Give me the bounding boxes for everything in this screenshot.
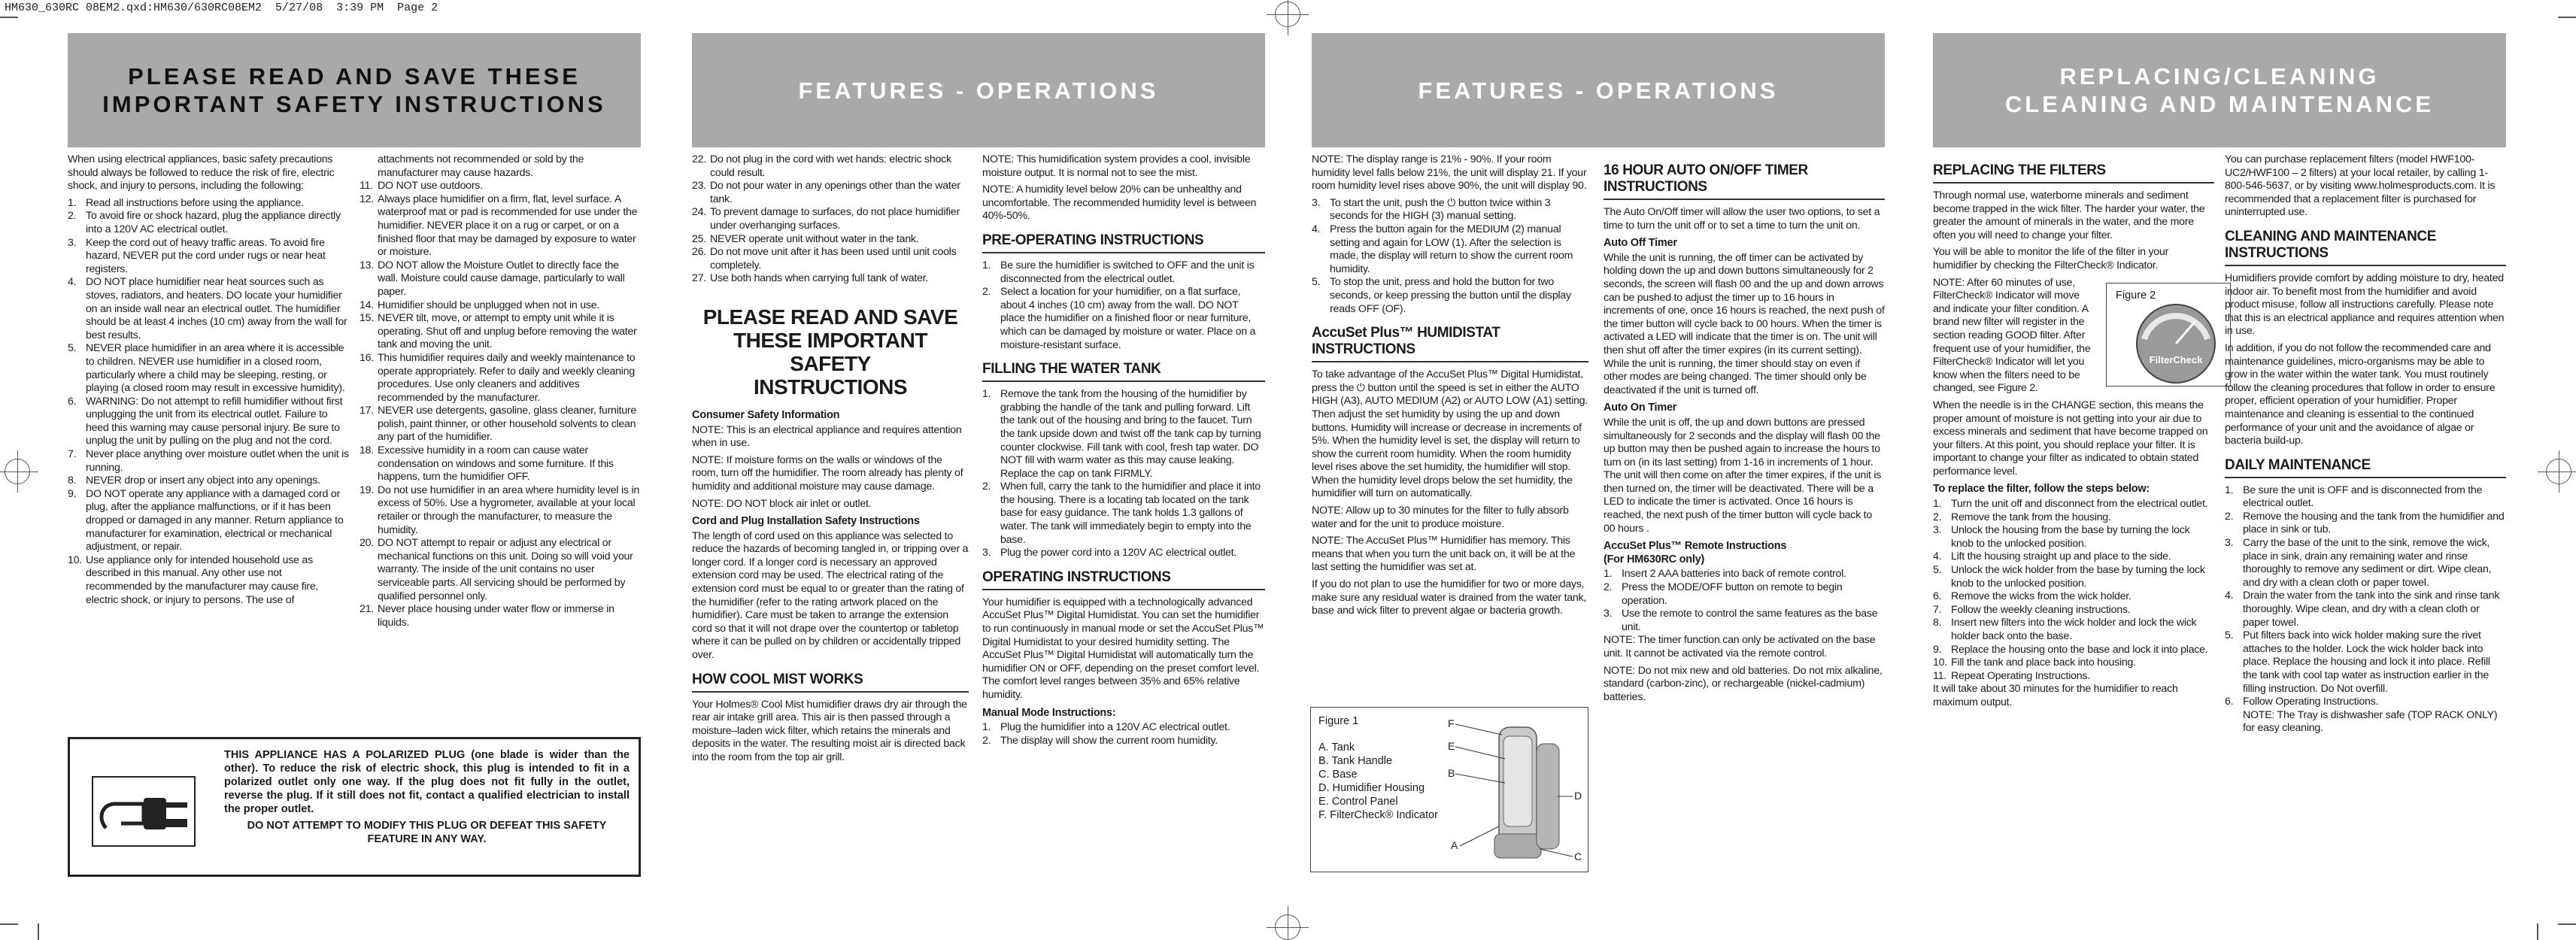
- list-item: 5. To stop the unit, press and hold the button for two seconds, or keep pressing the button until the display reads OFF (OF).: [1312, 276, 1571, 315]
- list-item: 2. Press the MODE/OFF button on remote to begin operation.: [1604, 581, 1843, 607]
- cleaning-title: CLEANING AND MAINTENANCE INSTRUCTIONS: [2225, 229, 2506, 266]
- filling-list: [982, 388, 1265, 560]
- purchase-text: You can purchase replacement filters (model HWF100-UC2/HWF100 – 2 filters) at your local retailer, by calling 1-800-546-5637, or by visiting www.holmesproducts.com. It is recommended that a replacement filter is purchased for uninterrupted use.: [2225, 153, 2496, 219]
- crop-mark: [38, 923, 39, 940]
- filtercheck-dial-illustration: [2122, 291, 2227, 385]
- list-item: 9. Replace the housing onto the base and lock it into place.: [1933, 643, 2208, 656]
- accuset-title: AccuSet Plus™ HUMIDISTAT INSTRUCTIONS: [1312, 325, 1588, 362]
- list-item: 26. Do not move unit after it has been used until unit cools completely.: [692, 246, 957, 271]
- crop-mark: [2558, 17, 2576, 18]
- filling-title: FILLING THE WATER TANK: [982, 361, 1265, 382]
- callout-letter: E: [1448, 740, 1455, 752]
- list-item: 10. Fill the tank and place back into housing.: [1933, 656, 2136, 669]
- banner-line: PLEASE READ AND SAVE THESE: [128, 63, 581, 89]
- cool-mist-title: HOW COOL MIST WORKS: [692, 672, 969, 693]
- list-item: 11. Repeat Operating Instructions.: [1933, 669, 2090, 682]
- registration-mark: [1275, 914, 1300, 940]
- list-item: 8. NEVER drop or insert any object into any openings.: [68, 475, 320, 487]
- banner-title: FEATURES - OPERATIONS: [1418, 77, 1779, 104]
- auto-off-text: While the unit is running, the off timer can be activated by holding down the up and down buttons simultaneously for 2 seconds, the screen will flash 00 and the up and down arrows can be pushed to adjust the timer up to 16 hours in increments of one, once 16 hours is reached, the next push of the timer button will cycle back to 00 hours. When the timer is activated a LED will indicate that the timer is on. The unit will then shut off after the timer expires (in its current setting). While the unit is running, the timer should stay on even if other modes are being changed. The timer should only be deactivated if the unit is turned off.: [1604, 251, 1885, 396]
- list-item: 2. Remove the housing and the tank from the humidifier and place in sink or tub.: [2225, 510, 2505, 536]
- crop-mark: [2558, 923, 2576, 925]
- timer-intro: The Auto On/Off timer will allow the user two options, to set a time to turn the unit off or to set a time to turn the unit on.: [1604, 206, 1880, 232]
- safety-column-b: [360, 153, 641, 629]
- figure-title: Figure 2: [2116, 290, 2156, 302]
- note: NOTE: This humidification system provides a cool, invisible moisture output. It is normal not to see the mist.: [982, 153, 1251, 179]
- callout-letter: D: [1574, 790, 1582, 802]
- list-item: 4. Lift the housing straight up and place to the side.: [1933, 550, 2171, 563]
- list-item: 2. When full, carry the tank to the humidifier and place it into the housing. There is a locating tab located on the tank base for easy guidance. The tank holds 1.3 gallons of water. The tank will immediately begin to empty into the base.: [982, 481, 1261, 546]
- consumer-safety-title: Consumer Safety Information: [692, 408, 840, 421]
- cord-text: The length of cord used on this appliance was selected to reduce the hazards of becoming tangled in, or tripping over a longer cord. If a longer cord is necessary an approved extension cord may be used. The electrical rating of the extension cord must be equal to or greater than the rating of the humidifier (refer to the rating artwork placed on the humidifier). Care must be taken to arrange the extension cord so that it will not drape over the countertop or tabletop where it can be pulled on by children or accidentally tripped over.: [692, 529, 969, 662]
- replacing-p2: You will be able to monitor the life of the filter in your humidifier by checking the FilterCheck® Indicator.: [1933, 246, 2169, 271]
- list-item: 20. DO NOT attempt to repair or adjust any electrical or mechanical functions on this unit. Doing so will void your warranty. The inside of the unit contains no user serviceable parts. All servicing should be performed by qualified personnel only.: [360, 537, 633, 602]
- note: NOTE: If moisture forms on the walls or windows of the room, turn off the humidifier. The room already has plenty of humidity and additional moisture may cause damage.: [692, 453, 963, 493]
- figure-1: [1310, 707, 1588, 872]
- list-item: 3. Unlock the housing from the base by turning the lock knob to the unlocked position.: [1933, 524, 2190, 550]
- safety-list: [692, 153, 969, 286]
- cleaning-banner: [1933, 33, 2506, 147]
- plug-icon: [91, 775, 196, 848]
- list-item: 4. DO NOT place humidifier near heat sources such as stoves, radiators, and heaters. DO locate your humidifier on an inside wall near an electrical outlet. The humidifier should be at least 4 inches (10 cm) away from the wall for best results.: [68, 276, 347, 341]
- list-item: 3. To start the unit, push the ⏻ button twice within 3 seconds for the HIGH (3) manual setting.: [1312, 196, 1551, 223]
- remote-title: AccuSet Plus™ Remote Instructions (For HM630RC only): [1604, 540, 1787, 566]
- list-item: 2. Select a location for your humidifier, on a flat surface, about 4 inches (10 cm) away from the wall. DO NOT place the humidifier on a finished floor or near furniture, which can be damaged by moisture or water. Place on a moisture-resistant surface.: [982, 286, 1256, 351]
- safety-list: [68, 197, 349, 607]
- list-item: 18. Excessive humidity in a room can cause water condensation on windows and some furniture. If this happens, turn the humidifier OFF.: [360, 444, 614, 484]
- features-column-a: [692, 153, 969, 769]
- list-item: 17. NEVER use detergents, gasoline, glass cleaner, furniture polish, paint thinner, or other household solvents to clean any part of the humidifier.: [360, 405, 637, 444]
- cleaning-p1: Humidifiers provide comfort by adding moisture to dry, heated indoor air. To benefit most from the humidifier and avoid product misuse, follow all instructions carefully. Please note that this is an electrical appliance and requires attention when in use.: [2225, 271, 2505, 338]
- crop-mark: [2537, 923, 2538, 940]
- list-item: 8. Insert new filters into the wick holder and lock the wick holder back onto the base.: [1933, 617, 2197, 642]
- registration-mark: [5, 459, 30, 484]
- list-item: 1. Read all instructions before using the appliance.: [68, 196, 304, 209]
- features-column-c: [1312, 153, 1588, 622]
- list-item: 3. Plug the power cord into a 120V AC electrical outlet.: [982, 547, 1237, 559]
- banner-title: FEATURES - OPERATIONS: [798, 77, 1159, 104]
- callout-letter: C: [1574, 851, 1582, 863]
- list-item: 14. Humidifier should be unplugged when not in use.: [360, 299, 600, 311]
- list-item: 7. Follow the weekly cleaning instructions.: [1933, 603, 2131, 616]
- list-item: 27. Use both hands when carrying full tank of water.: [692, 272, 929, 285]
- callout-letter: A: [1451, 839, 1458, 851]
- list-item: attachments not recommended or sold by the manufacturer may cause hazards.: [378, 153, 584, 179]
- list-item: 19. Do not use humidifier in an area where humidity level is in excess of 50%. Use a hygrometer, available at your local retailer or through the manufacturer, to measure the humidity.: [360, 484, 640, 536]
- list-item: 6. Follow Operating Instructions.: [2225, 696, 2379, 708]
- note: NOTE: Allow up to 30 minutes for the filter to fully absorb water and for the unit to produce moisture.: [1312, 505, 1569, 530]
- note: If you do not plan to use the humidifier for two or more days, make sure any residual water is drained from the water tank, base and wick filter to prevent algae or bacteria growth.: [1312, 578, 1587, 617]
- safety-list: [360, 153, 641, 629]
- list-item: 2. The display will show the current room humidity.: [982, 734, 1218, 747]
- banner-line: IMPORTANT SAFETY INSTRUCTIONS: [102, 91, 606, 117]
- auto-on-text: While the unit is off, the up and down buttons are pressed simultaneously for 2 seconds and the display will flash 00 the up button may then be pushed again to increase the hours to turn on (in its last setting) from 1-16 in increments of 1 hour. The unit will then come on after the timer expires, if the unit is then turned on, the timer will be deactivated. There will be a LED to indicate the timer is activated. Once 16 hours is reached, the next push of the timer button will cycle back to 00 hours .: [1604, 416, 1882, 535]
- humidifier-illustration: [1446, 714, 1585, 868]
- safety-column-a: [68, 153, 349, 607]
- list-item: 1. Insert 2 AAA batteries into back of remote control.: [1604, 568, 1846, 581]
- auto-off-title: Auto Off Timer: [1604, 237, 1677, 250]
- plug-text: [224, 748, 630, 846]
- preop-list: [982, 259, 1265, 352]
- list-item: 1. Be sure the unit is OFF and is disconnected from the electrical outlet.: [2225, 484, 2483, 510]
- list-item: 1. Be sure the humidifier is switched to OFF and the unit is disconnected from the electrical outlet.: [982, 259, 1255, 285]
- remote-list: [1604, 568, 1885, 634]
- manual-list: [982, 721, 1265, 747]
- preop-title: PRE-OPERATING INSTRUCTIONS: [982, 232, 1265, 253]
- list-item: 5. Put filters back into wick holder making sure the rivet attaches to the holder. Lock the wick holder back into place. Replace the housing and lock it into place. Refill the tank with cool tap water as instruction earlier in the filling instruction. Do Not overfill.: [2225, 629, 2490, 695]
- print-slug: HM630_630RC 08EM2.qxd:HM630/630RC08EM2 5/27/08 3:39 PM Page 2: [5, 2, 438, 14]
- manual-steps: [1312, 197, 1588, 316]
- note: NOTE: The display range is 21% - 90%. If your room humidity level falls below 21%, the unit will display 21. If your room humidity level rises above 90%, the unit will display 90.: [1312, 153, 1587, 193]
- figure-title: Figure 1: [1318, 715, 1359, 727]
- banner-line: REPLACING/CLEANING: [2059, 63, 2380, 89]
- callout-letter: B: [1448, 767, 1455, 779]
- steps-title: To replace the filter, follow the steps below:: [1933, 483, 2150, 496]
- intro-text: When using electrical appliances, basic safety precautions should always be followed to reduce the risk of fire, electric shock, and injury to persons, including the following:: [68, 153, 335, 193]
- replacing-column: [1933, 153, 2214, 714]
- list-item: 1. Remove the tank from the housing of the humidifier by grabbing the handle of the tank and pulling forward. Lift the tank out of the housing and bring to the faucet. Turn the tank upside down and twist off the tank cap by turning counter clockwise. Fill tank with cool, fresh tap water. DO NOT fill with warm water as this may cause leaking. Replace the cap on tank FIRMLY.: [982, 388, 1261, 480]
- auto-on-title: Auto On Timer: [1604, 402, 1677, 414]
- features-banner: [1312, 33, 1885, 147]
- features-column-b: [982, 153, 1265, 747]
- list-item: 3. Carry the base of the unit to the sink, remove the wick, place in sink, drain any remaining water and rinse thoroughly to remove any sediment or dirt. Wipe clean, and dry with a clean cloth or paper towel.: [2225, 537, 2492, 589]
- list-item: 16. This humidifier requires daily and weekly maintenance to operate appropriately. Refer to daily and weekly cleaning procedures. Use only cleaners and additives recommended by the manufacturer.: [360, 351, 636, 404]
- list-item: 23. Do not pour water in any openings other than the water tank.: [692, 180, 960, 205]
- callout-letter: F: [1448, 717, 1455, 729]
- list-item: 21. Never place housing under water flow or immerse in liquids.: [360, 603, 614, 629]
- note: NOTE: The AccuSet Plus™ Humidifier has memory. This means that when you turn the unit back on, it will be at the last setting the humidifier was set at.: [1312, 535, 1576, 574]
- crop-mark: [0, 923, 18, 925]
- list-item: 13. DO NOT allow the Moisture Outlet to directly face the wall. Moisture could cause damage, particularly to wall paper.: [360, 259, 625, 298]
- replacing-p3: When the needle is in the CHANGE section, this means the proper amount of moisture is not getting into your air due to excess minerals and sediment that have become trapped on your filters. At this point, you should replace your filter. It is important to change your filter as indicated to obtain stated performance level.: [1933, 399, 2208, 478]
- figure-2: [2106, 283, 2231, 387]
- list-item: 22. Do not plug in the cord with wet hands: electric shock could result.: [692, 153, 951, 179]
- list-item: 3. Use the remote to control the same features as the base unit.: [1604, 608, 1878, 633]
- replace-steps: [1933, 498, 2214, 683]
- list-item: 6. WARNING: Do not attempt to refill humidifier without first unplugging the unit from its electrical outlet. Failure to heed this warning may cause personal injury. Be sure to unplug the unit by pulling on the plug and not the cord.: [68, 395, 343, 447]
- timer-title: 16 HOUR AUTO ON/OFF TIMER INSTRUCTIONS: [1604, 162, 1885, 200]
- list-item: 4. Press the button again for the MEDIUM (2) manual setting and again for LOW (1). After the selection is made, the display will return to show the current room humidity.: [1312, 223, 1573, 275]
- registration-mark: [2546, 459, 2571, 484]
- list-item: 1. Plug the humidifier into a 120V AC electrical outlet.: [982, 721, 1230, 734]
- list-item: 5. NEVER place humidifier in an area where it is accessible to children. NEVER use humidifier in a closed room, particularly where a child may be sleeping, resting, or playing (a closed room may result in excessive humidity).: [68, 342, 345, 395]
- operating-text: Your humidifier is equipped with a technologically advanced AccuSet Plus™ Digital Humidistat. You can set the humidifier to run continuously in manual mode or set the AccuSet Plus™ Digital Humidistat to your desired humidity setting. The AccuSet Plus™ Digital Humidistat will automatically turn the humidifier ON or OFF, depending on the preset comfort level. The comfort level ranges between 35% and 65% relative humidity.: [982, 596, 1264, 701]
- note: NOTE: The Tray is dishwasher safe (TOP RACK ONLY) for easy cleaning.: [2243, 708, 2498, 735]
- maintenance-column: [2225, 153, 2506, 739]
- save-instructions-heading: PLEASE READ AND SAVE THESE IMPORTANT SAFETY INSTRUCTIONS: [702, 305, 958, 399]
- note: NOTE: The timer function can only be activated on the base unit. It cannot be activated via the remote control.: [1604, 634, 1876, 660]
- daily-list: [2225, 484, 2506, 709]
- features-banner: [692, 33, 1265, 147]
- list-item: 2. To avoid fire or shock hazard, plug the appliance directly into a 120V AC electrical outlet.: [68, 210, 341, 235]
- replacing-title: REPLACING THE FILTERS: [1933, 162, 2214, 183]
- note: NOTE: DO NOT block air inlet or outlet.: [692, 497, 872, 510]
- list-item: 6. Remove the wicks from the wick holder.: [1933, 590, 2131, 603]
- note: NOTE: A humidity level below 20% can be unhealthy and uncomfortable. The recommended humidity level is between 40%-50%.: [982, 183, 1257, 223]
- list-item: 4. Drain the water from the tank into the sink and rinse tank thoroughly. Wipe clean, and dry with a clean cloth or paper towel.: [2225, 590, 2500, 629]
- list-item: 15. NEVER tilt, move, or attempt to empty unit while it is operating. Shut off and unplug before removing the water tank and moving the unit.: [360, 312, 637, 351]
- list-item: 3. Keep the cord out of heavy traffic areas. To avoid fire hazard, NEVER put the cord under rugs or near heat registers.: [68, 236, 326, 275]
- note: NOTE: This is an electrical appliance and requires attention when in use.: [692, 423, 962, 450]
- list-item: 7. Never place anything over moisture outlet when the unit is running.: [68, 448, 349, 474]
- banner-line: CLEANING AND MAINTENANCE: [2004, 91, 2435, 117]
- list-item: 10. Use appliance only for intended household use as described in this manual. Any other use not recommended by the manufacturer may cause fire, electric shock, or injury to persons. The use of: [68, 553, 319, 606]
- crop-mark: [0, 17, 18, 18]
- daily-title: DAILY MAINTENANCE: [2225, 457, 2506, 478]
- figure-legend: A. Tank B. Tank Handle C. Base D. Humidifier Housing E. Control Panel F. FilterCheck® Indicator: [1318, 741, 1438, 821]
- list-item: 1. Turn the unit off and disconnect from the electrical outlet.: [1933, 498, 2208, 511]
- accuset-text: To take advantage of the AccuSet Plus™ Digital Humidistat, press the ⏻ button until the speed is set in either the AUTO HIGH (A3), AUTO MEDIUM (A2) or AUTO LOW (A1) setting. Then adjust the set humidity by using the up and down buttons. Humidity will increase or decrease in increments of 5%. When the humidity level is set, the display will return to show the current room humidity. When the room humidity level rises above the set humidity, the humidifier will stop. When the humidity level drops below the set humidity, the humidifier will turn on automatically.: [1312, 368, 1588, 500]
- list-item: 2. Remove the tank from the housing.: [1933, 511, 2111, 523]
- list-item: 25. NEVER operate unit without water in the tank.: [692, 232, 919, 245]
- list-item: 12. Always place humidifier on a firm, flat, level surface. A waterproof mat or pad is recommended for use under the humidifier. NEVER place it on a rug or carpet, or on a finished floor that may be damaged by exposure to water or moisture.: [360, 193, 638, 259]
- cord-safety-title: Cord and Plug Installation Safety Instructions: [692, 515, 920, 528]
- polarized-plug-warning: [68, 737, 641, 877]
- safety-banner: [68, 33, 641, 147]
- operating-title: OPERATING INSTRUCTIONS: [982, 569, 1265, 590]
- list-item: 9. DO NOT operate any appliance with a damaged cord or plug, after the appliance malfunctions, or if it has been dropped or damaged in any manner. Return appliance to manufacturer for examination, electrical or mechanical adjustment, or repair.: [68, 487, 344, 553]
- timer-column: [1604, 153, 1885, 708]
- manual-mode-title: Manual Mode Instructions:: [982, 706, 1116, 719]
- cool-mist-text: Your Holmes® Cool Mist humidifier draws dry air through the rear air intake grill area. This air is then passed through a moisture–laden wick filter, which retains the minerals and deposits in the water. The resulting moist air is directed back into the room from the top air grill.: [692, 698, 967, 763]
- note: NOTE: Do not mix new and old batteries. Do not mix alkaline, standard (carbon-zinc), or rechargeable (nickel-cadmium) batteries.: [1604, 664, 1883, 703]
- list-item: 5. Unlock the wick holder from the base by turning the lock knob to the unlocked position.: [1933, 564, 2205, 590]
- replacing-p1: Through normal use, waterborne minerals and sediment become trapped in the wick filter. The harder your water, the greater the amount of minerals in the water, and the more often you will need to change your filter.: [1933, 190, 2205, 241]
- cleaning-p2: In addition, if you do not follow the recommended care and maintenance guidelines, micro-organisms may be able to grow in the water within the water tank. You must routinely follow the cleaning procedures that follow in order to ensure proper, efficient operation of your humidifier. Proper maintenance and cleaning is essential to the continued performance of your unit and the avoidance of algae or bacteria build-up.: [2225, 341, 2496, 447]
- registration-mark: [1275, 2, 1300, 27]
- list-item: 24. To prevent damage to surfaces, do not place humidifier under overhanging surfaces.: [692, 206, 960, 232]
- plug-warning-line: DO NOT ATTEMPT TO MODIFY THIS PLUG OR DEFEAT THIS SAFETY FEATURE IN ANY WAY.: [247, 820, 607, 845]
- replacing-note: NOTE: After 60 minutes of use, FilterCheck® Indicator will move and indicate your filter condition. A brand new filter will register in the section reading GOOD filter. After frequent use of your humidifier, the FilterCheck® Indicator will let you know when the filters need to be changed, see Figure 2.: [1933, 276, 2091, 395]
- list-item: 11. DO NOT use outdoors.: [360, 180, 483, 193]
- steps-end: It will take about 30 minutes for the humidifier to reach maximum output.: [1933, 683, 2178, 708]
- plug-paragraph: THIS APPLIANCE HAS A POLARIZED PLUG (one blade is wider than the other). To reduce the risk of electric shock, this plug is intended to fit in a polarized outlet only one way. If the plug does not fit fully in the outlet, reverse the plug. If it still does not fit, contact a qualified electrician to install the proper outlet.: [224, 749, 630, 815]
- dial-label: FilterCheck: [2149, 354, 2203, 365]
